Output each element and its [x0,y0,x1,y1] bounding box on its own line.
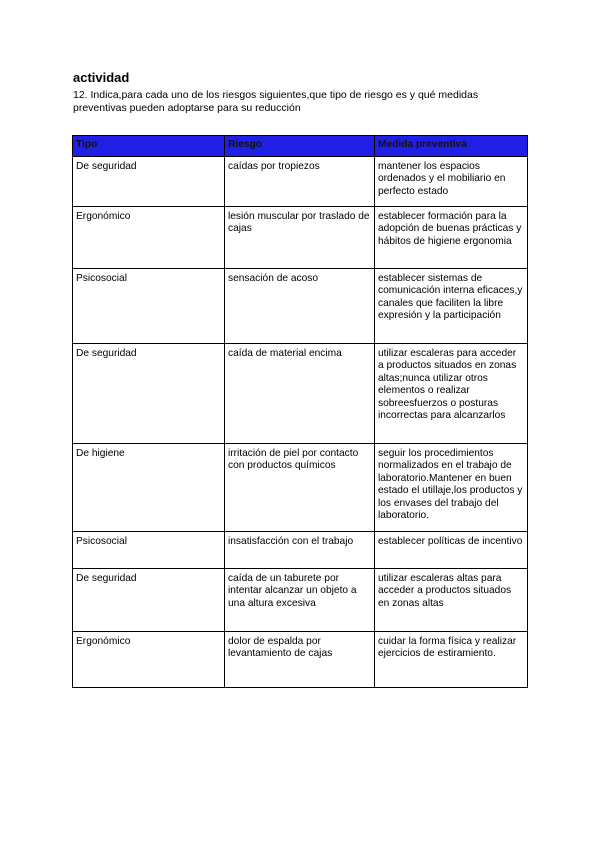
cell-riesgo: sensación de acoso [225,269,375,344]
cell-tipo: De seguridad [73,344,225,444]
table-row [73,532,528,569]
cell-riesgo: caídas por tropiezos [225,157,375,207]
cell-tipo: De seguridad [73,157,225,207]
table-row [73,632,528,688]
cell-riesgo: caída de material encima [225,344,375,444]
cell-riesgo: insatisfacción con el trabajo [225,532,375,569]
table-row [73,569,528,632]
cell-riesgo: lesión muscular por traslado de cajas [225,207,375,269]
cell-riesgo: caída de un taburete por intentar alcanzar un objeto a una altura excesiva [225,569,375,632]
page-title: actividad [73,70,130,85]
risk-table [72,135,528,688]
header-riesgo: Riesgo [225,136,375,157]
cell-tipo: Ergonómico [73,632,225,688]
cell-medida: mantener los espacios ordenados y el mobiliario en perfecto estado [375,157,528,207]
cell-medida: seguir los procedimientos normalizados en el trabajo de laboratorio.Mantener en buen estado el utillaje,los productos y los envases del trabajo del laboratorio. [375,444,528,532]
cell-medida: cuidar la forma física y realizar ejercicios de estiramiento. [375,632,528,688]
cell-riesgo: irritación de piel por contacto con productos químicos [225,444,375,532]
header-medida: Medida preventiva [375,136,528,157]
cell-medida: establecer políticas de incentivo [375,532,528,569]
cell-tipo: De higiene [73,444,225,532]
cell-tipo: Psicosocial [73,532,225,569]
cell-medida: establecer sistemas de comunicación interna eficaces,y canales que faciliten la libre expresión y la participación [375,269,528,344]
table-row [73,444,528,532]
cell-medida: establecer formación para la adopción de buenas prácticas y hábitos de higiene ergonomia [375,207,528,269]
cell-tipo: De seguridad [73,569,225,632]
table-row [73,344,528,444]
table-row [73,269,528,344]
table-row [73,157,528,207]
cell-riesgo: dolor de espalda por levantamiento de cajas [225,632,375,688]
table-row [73,207,528,269]
cell-medida: utilizar escaleras para acceder a productos situados en zonas altas;nunca utilizar otros elementos o realizar sobreesfuerzos o posturas incorrectas para alcanzarlos [375,344,528,444]
header-tipo: Tipo [73,136,225,157]
cell-medida: utilizar escaleras altas para acceder a productos situados en zonas altas [375,569,528,632]
cell-tipo: Ergonómico [73,207,225,269]
cell-tipo: Psicosocial [73,269,225,344]
question-text: 12. Indica,para cada uno de los riesgos siguientes,que tipo de riesgo es y qué medidas preventivas pueden adoptarse para su reducción [73,89,479,114]
table-header-row [73,136,528,157]
